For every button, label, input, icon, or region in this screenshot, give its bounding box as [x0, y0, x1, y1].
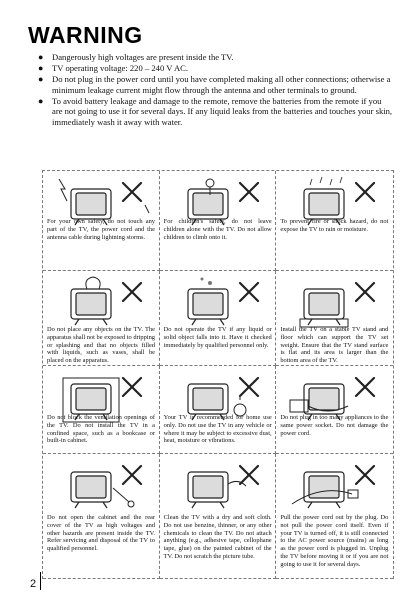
bullet-item: ● To avoid battery leakage and damage to the remote, remove the batteries from the remote if you are not going to use it for several days. If any liquid leaks from the batteries and touches your skin, immediately wash it away with water. [38, 95, 393, 128]
safety-cell [160, 454, 277, 579]
safety-cell [43, 366, 160, 454]
safety-cell [160, 366, 277, 454]
bullet-item: ● Dangerously high voltages are present inside the TV. [38, 52, 234, 62]
safety-caption: For your own safety, do not touch any part of the TV, the power cord and the antenna cable during lightning storms. [47, 218, 155, 241]
safety-caption: Clean the TV with a dry and soft cloth. Do not use benzine, thinner, or any other chemicals to clean the TV. Do not attach anything (e.g., adhesive tape, cellophane tape, glue) on the painted cabinet of the TV. Do not scratch the picture tube. [163, 514, 272, 560]
bullet-dot-icon: ● [38, 63, 44, 74]
bullet-dot-icon: ● [38, 52, 44, 62]
unplugging-cord-icon [282, 458, 386, 514]
tv-on-stand-icon [282, 275, 386, 331]
safety-caption: Do not place any objects on the TV. The apparatus shall not be exposed to dripping or splashing and that no objects filled with liquids, such as vases, shall be placed on the apparatus. [47, 326, 155, 365]
safety-cell [276, 171, 393, 271]
safety-caption: Do not open the cabinet and the rear cover of the TV as high voltages and other hazards are present inside the TV. Refer servicing and disposal of the TV to qualified personnel. [47, 514, 155, 553]
page-number: 2 [30, 578, 37, 590]
margin-rule [40, 572, 41, 590]
safety-cell [43, 171, 160, 271]
safety-caption: To prevent fire or shock hazard, do not expose the TV to rain or moisture. [280, 218, 389, 233]
safety-caption: Do not plug in too many appliances to the same power socket. Do not damage the power cord. [280, 414, 389, 437]
page-title: WARNING [28, 22, 143, 48]
safety-cell [160, 171, 277, 271]
safety-cell [43, 271, 160, 366]
object-falling-into-tv-icon [166, 275, 270, 331]
safety-cell [276, 271, 393, 366]
safety-caption: Your TV is recommended for home use only. Do not use the TV in any vehicle or where it may be subject to excessive dust, heat, moisture or vibrations. [163, 414, 272, 445]
cleaning-tv-icon [166, 458, 270, 514]
vase-on-tv-icon [49, 275, 153, 331]
bullet-item: ● TV operating voltage: 220 – 240 V AC. [38, 63, 189, 74]
safety-cell [276, 366, 393, 454]
safety-caption: Install the TV on a stable TV stand and floor which can support the TV set weight. Ensure that the TV stand surface is flat and its area is larger than the bottom area of the TV. [280, 326, 389, 365]
safety-caption: Pull the power cord out by the plug. Do not pull the power cord itself. Even if your TV is turned off, it is still connected to the AC power source (mains) as long as the power cord is plugged in. Unplug the TV before moving it or if you are not going to use it for several days. [280, 514, 389, 568]
warning-bullet-list [38, 52, 394, 128]
safety-caption: Do not operate the TV if any liquid or solid object falls into it. Have it checked immediately by qualified personnel only. [163, 326, 272, 349]
safety-cell [43, 454, 160, 579]
safety-caption: Do not block the ventilation openings of the TV. Do not install the TV in a confined space, such as a bookcase or built-in cabinet. [47, 414, 155, 445]
bullet-dot-icon: ● [38, 95, 44, 106]
safety-illustration-grid [42, 170, 394, 579]
safety-caption: For children's safety, do not leave children alone with the TV. Do not allow children to climb onto it. [163, 218, 272, 241]
safety-cell [276, 454, 393, 579]
opening-rear-cover-icon [49, 458, 153, 514]
bullet-item: ● Do not plug in the power cord until you have completed making all other connections; otherwise a minimum leakage current might flow through the antenna and other terminals to ground. [38, 74, 391, 95]
safety-cell [160, 271, 277, 366]
bullet-dot-icon: ● [38, 74, 44, 85]
